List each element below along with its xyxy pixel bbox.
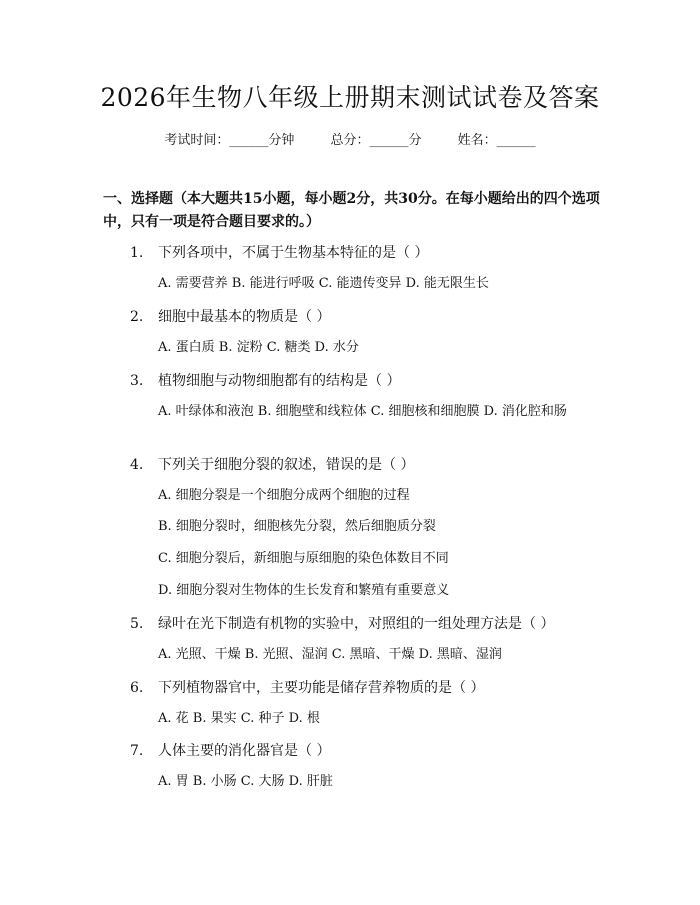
exam-score: 总分：______分	[330, 133, 422, 148]
question-number: 5.	[130, 616, 144, 632]
question-text: 下列关于细胞分裂的叙述，错误的是（ ）	[158, 457, 415, 473]
question-number: 6.	[130, 680, 144, 696]
question-number: 7.	[130, 743, 144, 759]
question-6-options: A. 花 B. 果实 C. 种子 D. 根	[158, 711, 320, 726]
question-1	[130, 242, 610, 264]
question-6	[130, 677, 610, 699]
question-4	[130, 454, 610, 476]
question-2-options: A. 蛋白质 B. 淀粉 C. 糖类 D. 水分	[158, 340, 359, 355]
question-text: 细胞中最基本的物质是（ ）	[158, 309, 331, 325]
question-number: 1.	[130, 245, 144, 261]
question-2	[130, 306, 610, 328]
exam-time: 考试时间：______分钟	[164, 133, 295, 148]
question-number: 4.	[130, 457, 144, 473]
question-7	[130, 740, 610, 762]
question-3	[130, 370, 610, 392]
question-4-option-c: C. 细胞分裂后，新细胞与原细胞的染色体数目不同	[158, 551, 449, 566]
exam-name: 姓名：______	[457, 133, 536, 148]
question-7-options: A. 胃 B. 小肠 C. 大肠 D. 肝脏	[158, 774, 333, 789]
question-text: 下列植物器官中，主要功能是储存营养物质的是（ ）	[158, 680, 485, 696]
question-number: 2.	[130, 309, 144, 325]
question-4-option-b: B. 细胞分裂时，细胞核先分裂，然后细胞质分裂	[158, 519, 436, 534]
question-3-options: A. 叶绿体和液泡 B. 细胞壁和线粒体 C. 细胞核和细胞膜 D. 消化腔和肠	[158, 404, 567, 419]
question-5	[130, 613, 610, 635]
section-heading-choice: 一、选择题（本大题共15小题，每小题2分，共30分。在每小题给出的四个选项中，只有一项是符合题目要求的。）	[103, 191, 600, 230]
question-text: 下列各项中，不属于生物基本特征的是（ ）	[158, 245, 429, 261]
question-text: 人体主要的消化器官是（ ）	[158, 743, 331, 759]
exam-meta	[0, 130, 700, 152]
question-1-options: A. 需要营养 B. 能进行呼吸 C. 能遗传变异 D. 能无限生长	[158, 276, 489, 291]
question-text: 植物细胞与动物细胞都有的结构是（ ）	[158, 373, 401, 389]
question-4-option-d: D. 细胞分裂对生物体的生长发育和繁殖有重要意义	[158, 583, 450, 598]
question-text: 绿叶在光下制造有机物的实验中，对照组的一组处理方法是（ ）	[158, 616, 555, 632]
question-4-option-a: A. 细胞分裂是一个细胞分成两个细胞的过程	[158, 488, 410, 503]
question-5-options: A. 光照、干燥 B. 光照、湿润 C. 黑暗、干燥 D. 黑暗、湿润	[158, 647, 502, 662]
page-title: 2026年生物八年级上册期末测试试卷及答案	[100, 83, 600, 112]
question-number: 3.	[130, 373, 144, 389]
